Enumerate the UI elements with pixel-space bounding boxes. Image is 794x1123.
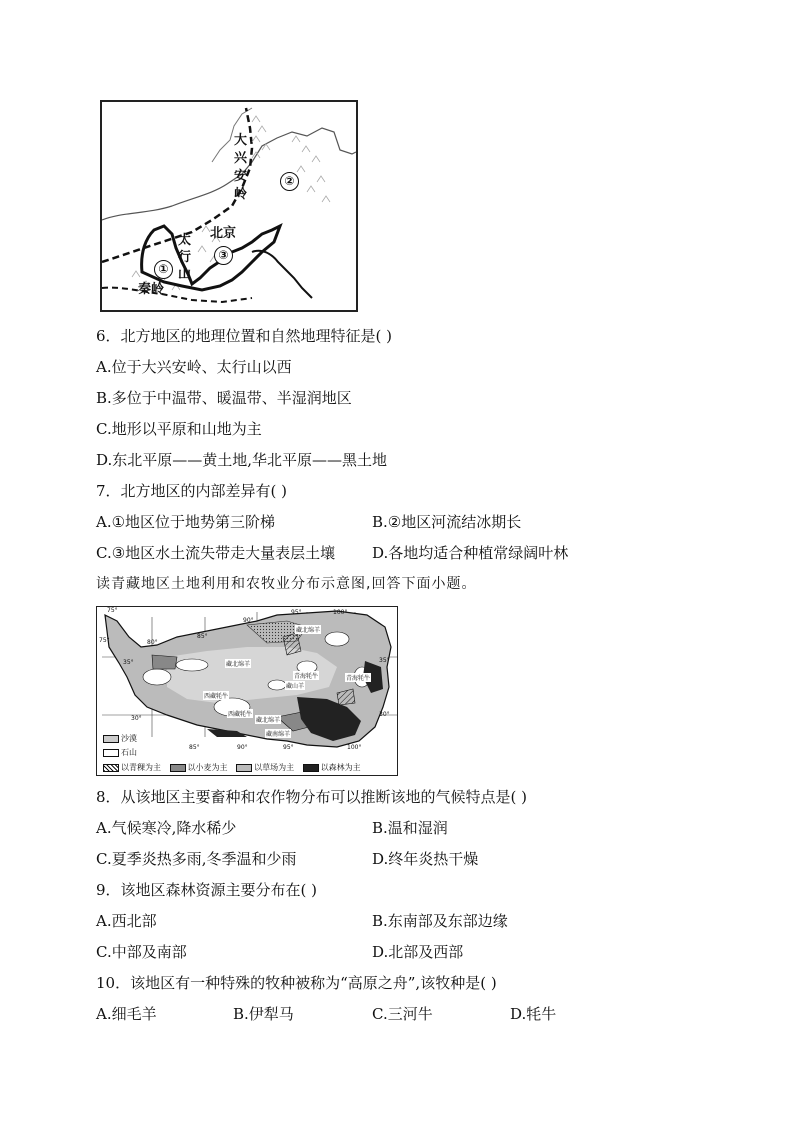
daxinganling-label bbox=[234, 132, 250, 204]
desert-swatch bbox=[103, 735, 119, 743]
question-8-stem: 8．从该地区主要畜种和农作物分布可以推断该地的气候特点是( ) bbox=[96, 788, 528, 806]
char: 行 bbox=[178, 250, 192, 265]
lon-95-label: 95° bbox=[291, 609, 302, 616]
lon-100-label: 100° bbox=[333, 609, 348, 616]
question-7-stem: 7．北方地区的内部差异有( ) bbox=[96, 482, 288, 500]
place-label: 藏山羊 bbox=[286, 683, 305, 690]
rock-swatch bbox=[103, 749, 119, 757]
lat-30-right-label: 30° bbox=[379, 711, 390, 718]
question-8-option-c[interactable]: C.夏季炎热多雨,冬季温和少雨 bbox=[96, 850, 297, 868]
legend-rock-label: 石山 bbox=[121, 748, 137, 757]
question-9-stem: 9．该地区森林资源主要分布在( ) bbox=[96, 881, 318, 899]
place-label: 藏南绵羊 bbox=[266, 731, 291, 738]
lat-35-left-label: 35° bbox=[123, 659, 134, 666]
legend-wheat-label: 以小麦为主 bbox=[187, 763, 228, 772]
beijing-label: 北京 bbox=[210, 226, 237, 241]
legend-forest-label: 以森林为主 bbox=[320, 763, 361, 772]
qinghai-tibet-map bbox=[96, 606, 398, 776]
legend-barley-label: 以青稞为主 bbox=[121, 763, 161, 772]
place-label: 藏北绵羊 bbox=[226, 661, 251, 668]
lon-75-label: 75° bbox=[107, 607, 118, 614]
lon-100-bottom-label: 100° bbox=[347, 744, 362, 751]
char: 大 bbox=[234, 133, 248, 148]
lon-90-label: 90° bbox=[243, 617, 254, 624]
legend-grass-label: 以草场为主 bbox=[254, 763, 295, 772]
grass-swatch bbox=[236, 764, 252, 772]
lat-30-left-label: 30° bbox=[131, 715, 142, 722]
char: 岭 bbox=[234, 187, 248, 202]
lon-85-bottom-label: 85° bbox=[189, 744, 200, 751]
question-9-option-b[interactable]: B.东南部及东部边缘 bbox=[372, 912, 508, 930]
lon-80-label: 80° bbox=[147, 639, 158, 646]
question-8-option-b[interactable]: B.温和湿润 bbox=[372, 819, 448, 837]
forest-swatch bbox=[303, 764, 319, 772]
char: 山 bbox=[178, 267, 192, 282]
char: 安 bbox=[234, 169, 248, 184]
question-9-option-d[interactable]: D.北部及西部 bbox=[372, 943, 464, 961]
lon-90-bottom-label: 90° bbox=[237, 744, 248, 751]
question-8-option-d[interactable]: D.终年炎热干燥 bbox=[372, 850, 479, 868]
lon-75-bottom-label: 75° bbox=[99, 637, 110, 644]
legend-desert bbox=[103, 733, 137, 744]
question-6-stem: 6．北方地区的地理位置和自然地理特征是( ) bbox=[96, 327, 393, 345]
question-6-option-a[interactable]: A.位于大兴安岭、太行山以西 bbox=[96, 358, 292, 376]
question-10-option-d[interactable]: D.牦牛 bbox=[510, 1005, 557, 1023]
place-label: 西藏牦牛 bbox=[204, 693, 229, 700]
legend-crops bbox=[103, 762, 361, 773]
question-7-option-b[interactable]: B.②地区河流结冰期长 bbox=[372, 513, 522, 531]
question-6-option-b[interactable]: B.多位于中温带、暖温带、半湿润地区 bbox=[96, 389, 352, 407]
wheat-swatch bbox=[170, 764, 186, 772]
question-6-option-d[interactable]: D.东北平原——黄土地,华北平原——黑土地 bbox=[96, 451, 388, 469]
north-china-map bbox=[100, 100, 358, 312]
place-label: 藏北绵羊 bbox=[296, 627, 321, 634]
region-2-marker: ② bbox=[280, 172, 299, 191]
section-intro: 读青藏地区土地利用和农牧业分布示意图,回答下面小题。 bbox=[96, 576, 477, 592]
question-10-option-c[interactable]: C.三河牛 bbox=[372, 1005, 433, 1023]
question-8-option-a[interactable]: A.气候寒冷,降水稀少 bbox=[96, 819, 237, 837]
question-9-option-a[interactable]: A.西北部 bbox=[96, 912, 157, 930]
taihangshan-label bbox=[178, 232, 194, 283]
question-10-option-b[interactable]: B.伊犁马 bbox=[233, 1005, 294, 1023]
question-7-option-a[interactable]: A.①地区位于地势第三阶梯 bbox=[96, 513, 276, 531]
lon-85-label: 85° bbox=[197, 633, 208, 640]
region-3-marker: ③ bbox=[214, 246, 233, 265]
question-7-option-d[interactable]: D.各地均适合种植常绿阔叶林 bbox=[372, 544, 569, 562]
place-label: 西藏牦牛 bbox=[228, 711, 253, 718]
char: 太 bbox=[178, 233, 192, 248]
barley-swatch bbox=[103, 764, 119, 772]
place-label: 青海牦牛 bbox=[346, 675, 371, 682]
question-6-option-c[interactable]: C.地形以平原和山地为主 bbox=[96, 420, 262, 438]
question-7-option-c[interactable]: C.③地区水土流失带走大量表层土壤 bbox=[96, 544, 336, 562]
legend-desert-label: 沙漠 bbox=[121, 734, 137, 743]
place-label: 藏北绵羊 bbox=[256, 717, 281, 724]
question-10-stem: 10．该地区有一种特殊的牧种被称为“高原之舟”,该牧种是( ) bbox=[96, 974, 497, 992]
legend-rock bbox=[103, 747, 137, 758]
question-9-option-c[interactable]: C.中部及南部 bbox=[96, 943, 187, 961]
question-10-option-a[interactable]: A.细毛羊 bbox=[96, 1005, 157, 1023]
place-label: 青海牦牛 bbox=[294, 673, 319, 680]
region-1-marker: ① bbox=[154, 260, 173, 279]
lon-95-bottom-label: 95° bbox=[283, 744, 294, 751]
qinling-label: 秦岭 bbox=[138, 282, 165, 297]
char: 兴 bbox=[234, 151, 248, 166]
lat-35-right-label: 35° bbox=[379, 657, 390, 664]
